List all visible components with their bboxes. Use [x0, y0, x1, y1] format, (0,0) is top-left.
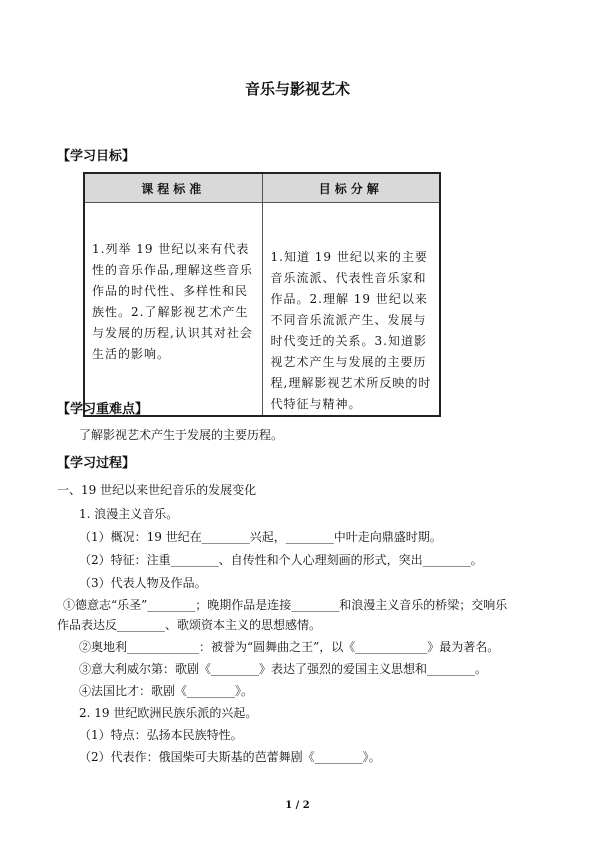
process-item-masterpiece: （2）代表作：俄国柴可夫斯基的芭蕾舞剧《________》。: [79, 750, 381, 764]
process-item-representatives: （3）代表人物及作品。: [79, 576, 207, 590]
standards-text: 1.列举 19 世纪以来有代表性的音乐作品,理解这些音乐作品的时代性、多样性和民族性。2.了解影视艺术产生与发展的历程,认识其对社会生活的影响。: [92, 242, 253, 361]
process-subheading-2: 2. 19 世纪欧洲民族乐派的兴起。: [79, 706, 258, 720]
process-item-features: （2）特征：注重________、自传性和个人心理刻画的形式，突出________。: [79, 553, 483, 567]
process-paragraph-verdi: ③意大利威尔第：歌剧《________》表达了强烈的爱国主义思想和________。: [79, 662, 488, 676]
key-points-text: 了解影视艺术产生于发展的主要历程。: [79, 428, 284, 442]
process-paragraph-bizet: ④法国比才：歌剧《________》。: [79, 684, 254, 698]
process-paragraph-beethoven-line1: ①德意志“乐圣”________；晚期作品是连接________和浪漫主义音乐的桥梁；交响乐: [63, 598, 508, 612]
page-title: 音乐与影视艺术: [244, 80, 350, 98]
section-heading-process: 【学习过程】: [57, 456, 136, 471]
process-paragraph-strauss: ②奥地利____________：被誉为“圆舞曲之王”，以《____________》最为著名。: [79, 640, 500, 654]
table-header-standards: 课程标准: [84, 173, 262, 203]
process-heading-1: 一、19 世纪以来世纪音乐的发展变化: [57, 483, 257, 497]
process-item-overview: （1）概况：19 世纪在________兴起，________中叶走向鼎盛时期。: [79, 530, 442, 544]
table-header-breakdown: 目标分解: [262, 173, 440, 203]
table-cell-standards: [84, 203, 262, 417]
breakdown-text: 1.知道 19 世纪以来的主要音乐流派、代表性音乐家和作品。2.理解 19 世纪以来不同音乐流派产生、发展与时代变迁的关系。3.知道影视艺术产生与发展的主要历程,理解影视艺术所反映的时代特征与精神。: [270, 250, 432, 411]
table-cell-breakdown: [262, 203, 440, 417]
objectives-table: [83, 172, 441, 417]
process-item-characteristics: （1）特点：弘扬本民族特性。: [79, 728, 243, 742]
section-heading-objectives: 【学习目标】: [57, 149, 136, 164]
section-heading-key-points: 【学习重难点】: [57, 402, 149, 417]
process-paragraph-beethoven-line2: 作品表达反________、歌颂资本主义的思想感情。: [57, 618, 322, 632]
process-subheading-1: 1. 浪漫主义音乐。: [79, 507, 179, 521]
page-number: 1 / 2: [285, 800, 310, 811]
